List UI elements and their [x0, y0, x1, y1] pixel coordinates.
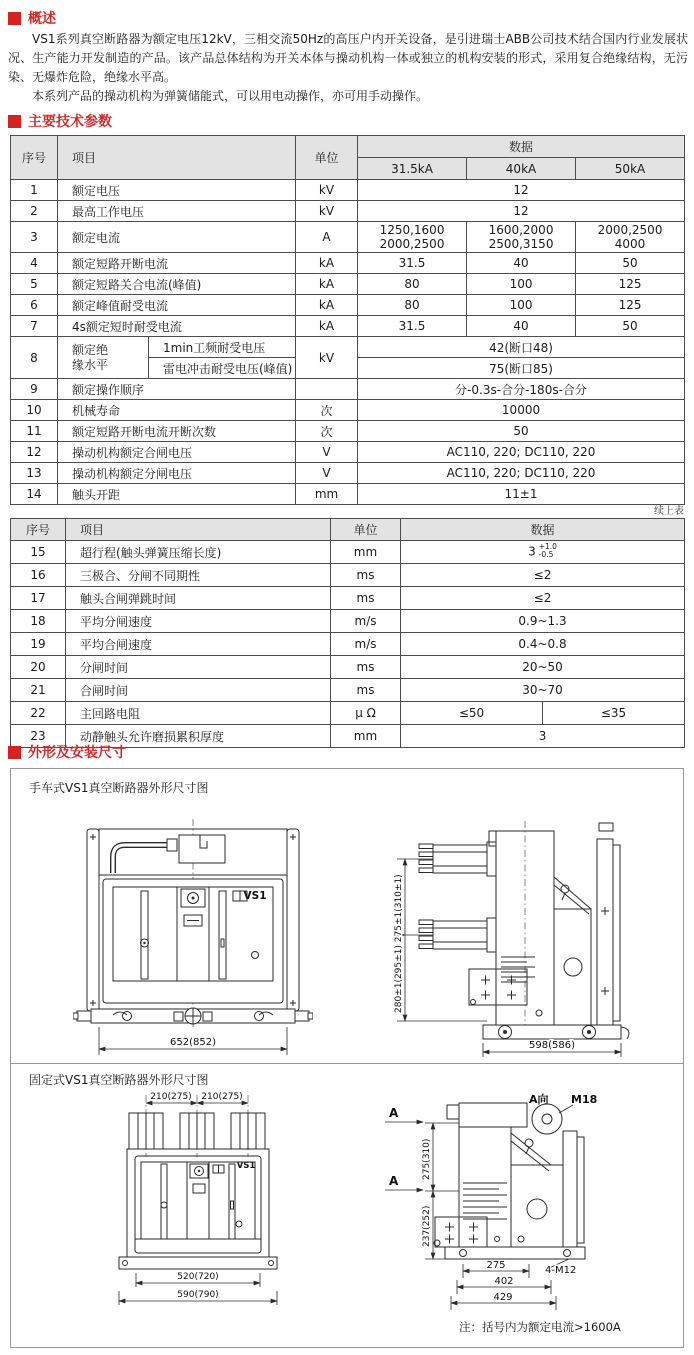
cell-unit: μ Ω [331, 702, 401, 725]
handcart-drawing-label: 手车式VS1真空断路器外形尺寸图 [29, 781, 209, 795]
cell-unit: ms [331, 656, 401, 679]
column-header-item: 项目 [58, 136, 296, 180]
cell-value: 10000 [358, 400, 685, 421]
cell-unit: kA [296, 295, 358, 316]
dim-text: 520(720) [177, 1272, 219, 1282]
fixed-drawing-label: 固定式VS1真空断路器外形尺寸图 [29, 1073, 209, 1087]
column-header-item: 项目 [66, 519, 331, 541]
cell-value: 30~70 [401, 679, 685, 702]
table-row [11, 564, 685, 587]
cell-unit: mm [331, 541, 401, 564]
dim-text: 237(252) [422, 1205, 432, 1247]
cell-item: 4s额定短时耐受电流 [58, 316, 296, 337]
front-inner-width-dimension [136, 1272, 260, 1287]
cell-no: 19 [11, 633, 66, 656]
cell-value: ≤50 [401, 702, 543, 725]
fixed-front-view-drawing [109, 1087, 289, 1311]
dim-text: 429 [493, 1292, 513, 1303]
overview-paragraph-2: 本系列产品的操动机构为弹簧储能式，可以用电动操作，亦可用手动操作。 [32, 89, 429, 103]
cell-value: 1600,2000 2500,3150 [467, 222, 576, 253]
cell-value: AC110, 220; DC110, 220 [358, 463, 685, 484]
params-table-continued [10, 518, 685, 748]
cell-item-text: 额定绝缘水平 [72, 342, 109, 372]
cell-value: 125 [576, 274, 685, 295]
cell-no: 3 [11, 222, 58, 253]
table-row [11, 587, 685, 610]
section-view-callout [529, 1092, 597, 1134]
column-header-data: 数据 [358, 136, 685, 158]
cell-value: 12 [358, 201, 685, 222]
section-title-text: 主要技术参数 [28, 114, 112, 130]
table-row [11, 253, 685, 274]
table-row [11, 702, 685, 725]
cell-value: 1250,1600 2000,2500 [358, 222, 467, 253]
cell-no: 5 [11, 274, 58, 295]
brand-label: VS1 [243, 890, 267, 902]
table-row [11, 679, 685, 702]
cell-value: 3 [401, 725, 685, 748]
cell-unit: 次 [296, 421, 358, 442]
section-bullet-icon [8, 12, 21, 25]
section-arrow-bottom [385, 1174, 423, 1190]
depth-dimension-3 [451, 1292, 556, 1310]
dim-text: 280±1(295±1) 275±1(310±1) [394, 874, 404, 1013]
section-bullet-icon [8, 115, 21, 128]
cell-item: 触头开距 [58, 484, 296, 505]
cell-unit: kV [296, 180, 358, 201]
section-title-dimensions [8, 742, 126, 762]
mounting-holes-callout [545, 1259, 576, 1276]
dim-text: 598(586) [529, 1040, 575, 1051]
tolerance-stack: +1.0 -0.5 [538, 542, 557, 559]
cell-item: 额定操作顺序 [58, 379, 296, 400]
cell-item: 额定峰值耐受电流 [58, 295, 296, 316]
column-subheader: 50kA [576, 158, 685, 180]
table-row [11, 610, 685, 633]
cell-no: 18 [11, 610, 66, 633]
cell-item [58, 337, 149, 379]
handcart-side-view-drawing [383, 815, 663, 1061]
table-row [11, 274, 685, 295]
column-subheader: 31.5kA [358, 158, 467, 180]
dim-text: 590(790) [177, 1290, 219, 1300]
cell-no: 15 [11, 541, 66, 564]
cell-unit: mm [331, 725, 401, 748]
cell-value: 50 [576, 253, 685, 274]
cell-unit: mm [296, 484, 358, 505]
interlock-tube [113, 845, 169, 873]
cell-unit: m/s [331, 610, 401, 633]
cell-value: 12 [358, 180, 685, 201]
cell-item: 动静触头允许磨损累积厚度 [66, 725, 331, 748]
dim-text: 275(310) [422, 1138, 432, 1180]
cell-value: 100 [467, 295, 576, 316]
table-row [11, 541, 685, 564]
section-title-params [8, 111, 112, 131]
table-row [11, 180, 685, 201]
cell-value: 40 [467, 316, 576, 337]
cell-unit: kA [296, 316, 358, 337]
cell-no: 22 [11, 702, 66, 725]
svg-text:A: A [389, 1174, 399, 1188]
column-header-data: 数据 [401, 519, 685, 541]
cell-value: AC110, 220; DC110, 220 [358, 442, 685, 463]
cell-sub-item: 1min工频耐受电压 [149, 337, 296, 358]
section-title-text: 概述 [28, 11, 56, 27]
contact-spring-fins [463, 1183, 507, 1219]
cell-no: 9 [11, 379, 58, 400]
cell-no: 1 [11, 180, 58, 201]
cell-item: 最高工作电压 [58, 201, 296, 222]
cell-value: ≤2 [401, 587, 685, 610]
cell-unit: kV [296, 201, 358, 222]
table-row [11, 295, 685, 316]
cell-no: 20 [11, 656, 66, 679]
table-row [11, 400, 685, 421]
cell-unit: ms [331, 679, 401, 702]
cell-sub-item: 雷电冲击耐受电压(峰值) [149, 358, 296, 379]
cell-value: 50 [576, 316, 685, 337]
front-outer-width-dimension [119, 1290, 277, 1305]
cell-unit: V [296, 463, 358, 484]
cell-unit: kA [296, 274, 358, 295]
overview-paragraphs [8, 30, 688, 106]
cell-no: 12 [11, 442, 58, 463]
dim-text: 210(275) [201, 1092, 243, 1102]
cell-unit [296, 379, 358, 400]
section-bullet-icon [8, 746, 21, 759]
column-header-no: 序号 [11, 136, 58, 180]
cell-unit: kA [296, 253, 358, 274]
cell-item: 额定电流 [58, 222, 296, 253]
section-arrow-top [385, 1106, 423, 1122]
cell-no: 11 [11, 421, 58, 442]
dim-text: 652(852) [170, 1037, 216, 1048]
cell-item: 触头合闸弹跳时间 [66, 587, 331, 610]
table-row [11, 463, 685, 484]
cell-value: 125 [576, 295, 685, 316]
cell-value: ≤35 [543, 702, 685, 725]
cell-unit: V [296, 442, 358, 463]
cell-item: 机械寿命 [58, 400, 296, 421]
cell-item: 额定短路开断电流 [58, 253, 296, 274]
cell-no: 4 [11, 253, 58, 274]
cell-no: 14 [11, 484, 58, 505]
cell-value: 分-0.3s-合分-180s-合分 [358, 379, 685, 400]
cell-no: 10 [11, 400, 58, 421]
table-row [11, 442, 685, 463]
panel-divider [11, 1063, 683, 1064]
table-row [11, 421, 685, 442]
svg-text:A向: A向 [529, 1093, 549, 1106]
side-width-dimension [483, 1040, 621, 1057]
pole-bushings [129, 1113, 265, 1149]
bolt-hole-circle [532, 1104, 562, 1134]
cell-item: 主回路电阻 [66, 702, 331, 725]
cell-unit: 次 [296, 400, 358, 421]
table-row [11, 379, 685, 400]
table-row [11, 656, 685, 679]
fixed-side-view-drawing [379, 1081, 694, 1315]
cell-no: 23 [11, 725, 66, 748]
handcart-front-view-drawing [73, 815, 313, 1059]
table-row [11, 201, 685, 222]
cell-unit: A [296, 222, 358, 253]
section-title-text: 外形及安装尺寸 [28, 745, 126, 761]
cell-no: 21 [11, 679, 66, 702]
cell-no: 2 [11, 201, 58, 222]
cell-value: 0.9~1.3 [401, 610, 685, 633]
cell-value: 80 [358, 295, 467, 316]
cell-value: 2000,2500 4000 [576, 222, 685, 253]
table-row [11, 136, 685, 158]
bolt-size-label: M18 [571, 1093, 598, 1106]
cell-value: 100 [467, 274, 576, 295]
cell-item: 平均合闸速度 [66, 633, 331, 656]
front-width-dimension [99, 1027, 287, 1055]
cell-value: 42(断口48) [358, 337, 685, 358]
cell-unit: ms [331, 587, 401, 610]
cell-item: 操动机构额定合闸电压 [58, 442, 296, 463]
cell-item: 平均分闸速度 [66, 610, 331, 633]
cell-no: 6 [11, 295, 58, 316]
svg-text:A: A [389, 1106, 399, 1120]
column-header-unit: 单位 [296, 136, 358, 180]
cell-value: 40 [467, 253, 576, 274]
dim-text: 402 [494, 1276, 514, 1287]
params-table [10, 135, 685, 505]
cell-value: ≤2 [401, 564, 685, 587]
cell-no: 7 [11, 316, 58, 337]
cell-no: 17 [11, 587, 66, 610]
continued-table-label: 续上表 [654, 506, 684, 517]
cell-item: 额定短路开断电流开断次数 [58, 421, 296, 442]
drawings-container [10, 768, 684, 1348]
section-title-overview [8, 8, 56, 28]
cell-value: 31.5 [358, 316, 467, 337]
cell-no: 16 [11, 564, 66, 587]
cell-value: 80 [358, 274, 467, 295]
dim-text: 275 [486, 1260, 506, 1271]
cell-item: 三极合、分闸不同期性 [66, 564, 331, 587]
cell-value: 3 +1.0 -0.5 [401, 541, 685, 564]
cell-item: 额定短路关合电流(峰值) [58, 274, 296, 295]
table-row [11, 519, 685, 541]
holes-label: 4-M12 [545, 1265, 577, 1276]
cell-item: 分闸时间 [66, 656, 331, 679]
table-row [11, 316, 685, 337]
cell-value: 11±1 [358, 484, 685, 505]
cell-no: 13 [11, 463, 58, 484]
cell-unit: m/s [331, 633, 401, 656]
cell-value: 20~50 [401, 656, 685, 679]
cell-unit: kV [296, 337, 358, 379]
cell-no: 8 [11, 337, 58, 379]
table-row [11, 222, 685, 253]
cell-item: 合闸时间 [66, 679, 331, 702]
cell-value: 31.5 [358, 253, 467, 274]
dim-text: 210(275) [150, 1092, 192, 1102]
cell-value: 0.4~0.8 [401, 633, 685, 656]
brand-label: VS1 [236, 1161, 256, 1171]
cell-value: 75(断口85) [358, 358, 685, 379]
column-header-unit: 单位 [331, 519, 401, 541]
cell-unit: ms [331, 564, 401, 587]
table-row [11, 337, 685, 358]
drawing-note: 注：括号内为额定电流>1600A [459, 1320, 621, 1334]
column-subheader: 40kA [467, 158, 576, 180]
table-row [11, 633, 685, 656]
cell-value: 50 [358, 421, 685, 442]
column-header-no: 序号 [11, 519, 66, 541]
cell-item: 额定电压 [58, 180, 296, 201]
overview-paragraph-1: VS1系列真空断路器为额定电压12kV，三相交流50Hz的高压户内开关设备，是引进瑞士ABB公司技术结合国内行业发展状况、生产能力开发制造的产品。该产品总体结构为开关本体与操动机构一体或独立的机构安装的形式，采用复合绝缘结构，无污染、无爆炸危险，绝缘水平高。 [8, 32, 688, 84]
cell-item: 超行程(触头弹簧压缩长度) [66, 541, 331, 564]
cell-item: 操动机构额定分闸电压 [58, 463, 296, 484]
